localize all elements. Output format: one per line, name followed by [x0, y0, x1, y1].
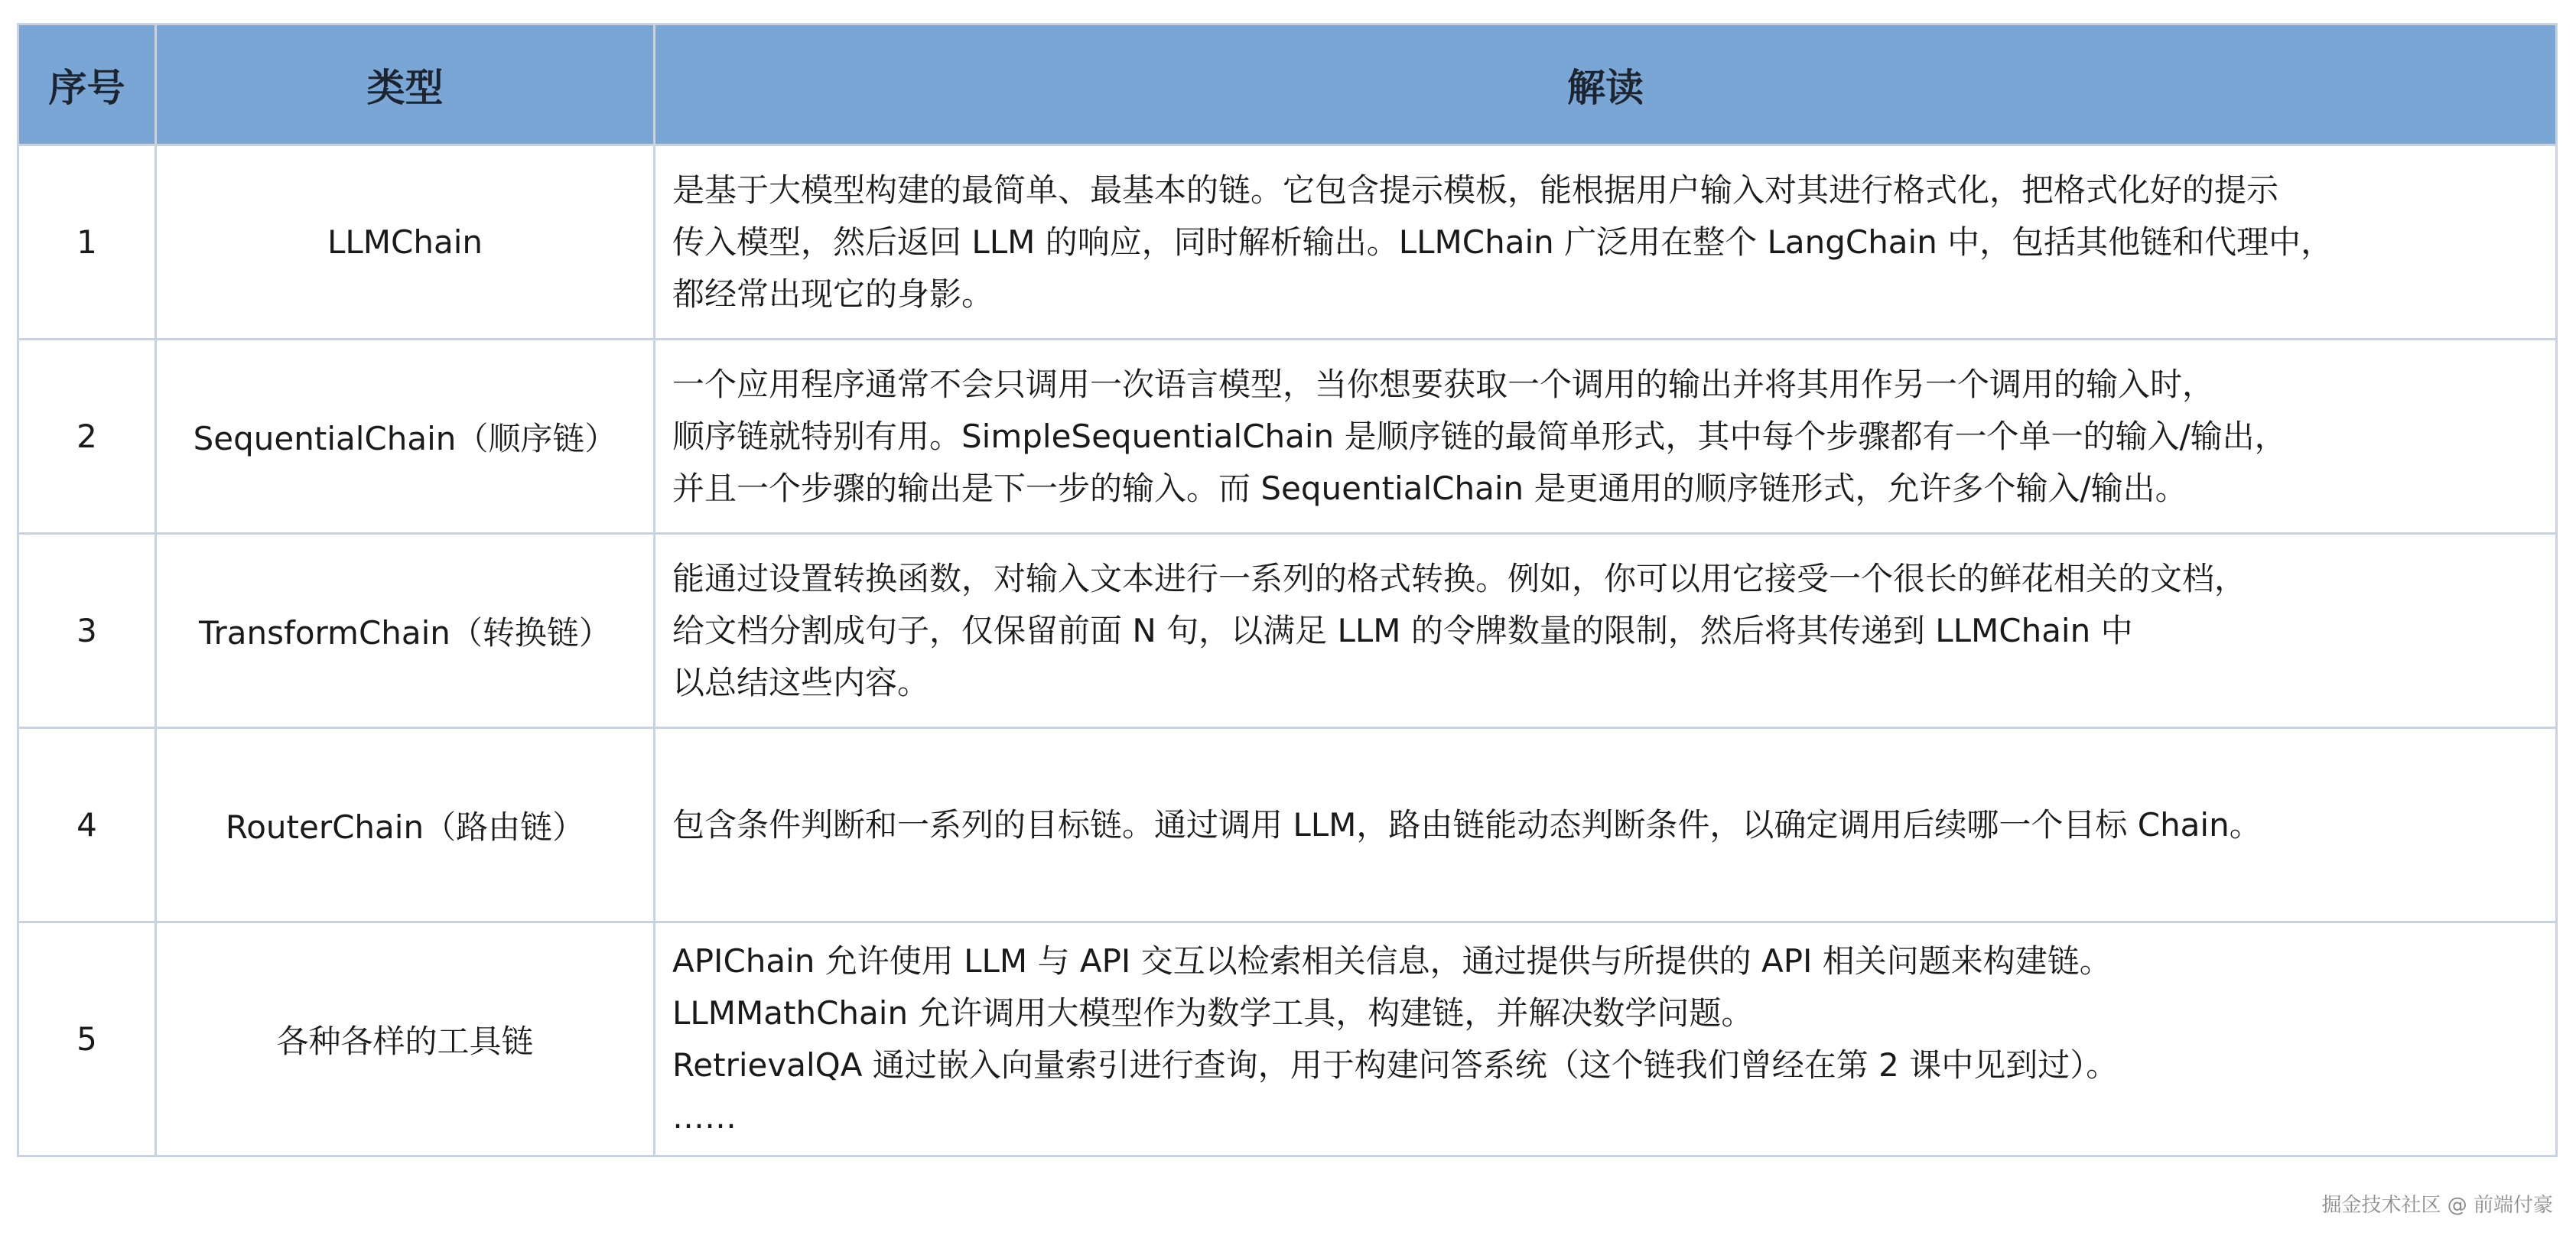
row-number: 2 — [18, 340, 156, 534]
row-description — [655, 145, 2557, 340]
description-line: …… — [672, 1098, 737, 1136]
table-row — [18, 922, 2557, 1156]
description-line: 以总结这些内容。 — [672, 663, 930, 701]
header-type: 类型 — [156, 24, 655, 145]
row-number: 4 — [18, 728, 156, 922]
table-row — [18, 534, 2557, 728]
description-line: 包含条件判断和一系列的目标链。通过调用 LLM，路由链能动态判断条件，以确定调用后续哪一个目标 Chain。 — [672, 805, 2262, 844]
description-line: RetrievalQA 通过嵌入向量索引进行查询，用于构建问答系统（这个链我们曾经在第 2 课中见到过）。 — [672, 1046, 2119, 1084]
row-number: 3 — [18, 534, 156, 728]
table-row — [18, 145, 2557, 340]
row-description — [655, 728, 2557, 922]
description-line: 是基于大模型构建的最简单、最基本的链。它包含提示模板，能根据用户输入对其进行格式化，把格式化好的提示 — [672, 171, 2279, 209]
row-number: 5 — [18, 922, 156, 1156]
description-line: 传入模型，然后返回 LLM 的响应，同时解析输出。LLMChain 广泛用在整个 LangChain 中，包括其他链和代理中， — [672, 223, 2334, 261]
chain-types-table — [17, 23, 2558, 1157]
row-description — [655, 340, 2557, 534]
row-type: RouterChain（路由链） — [156, 728, 655, 922]
watermark: 掘金技术社区 @ 前端付豪 — [2321, 1194, 2553, 1217]
table-row — [18, 728, 2557, 922]
description-line: LLMMathChain 允许调用大模型作为数学工具，构建链，并解决数学问题。 — [672, 993, 1754, 1032]
description-line: APIChain 允许使用 LLM 与 API 交互以检索相关信息，通过提供与所提供的 API 相关问题来构建链。 — [672, 941, 2112, 980]
row-description — [655, 922, 2557, 1156]
header-row — [18, 24, 2557, 145]
row-description — [655, 534, 2557, 728]
row-type: 各种各样的工具链 — [156, 922, 655, 1156]
description-line: 顺序链就特别有用。SimpleSequentialChain 是顺序链的最简单形式，其中每个步骤都有一个单一的输入/输出， — [672, 417, 2287, 455]
row-type: TransformChain（转换链） — [156, 534, 655, 728]
description-line: 一个应用程序通常不会只调用一次语言模型，当你想要获取一个调用的输出并将其用作另一个调用的输入时， — [672, 365, 2215, 403]
row-type: LLMChain — [156, 145, 655, 340]
description-line: 给文档分割成句子，仅保留前面 N 句，以满足 LLM 的令牌数量的限制，然后将其传递到 LLMChain 中 — [672, 611, 2133, 649]
description-line: 都经常出现它的身影。 — [672, 275, 994, 313]
row-number: 1 — [18, 145, 156, 340]
table-row — [18, 340, 2557, 534]
header-num: 序号 — [18, 24, 156, 145]
description-line: 并且一个步骤的输出是下一步的输入。而 SequentialChain 是更通用的顺序链形式，允许多个输入/输出。 — [672, 469, 2187, 507]
description-line: 能通过设置转换函数，对输入文本进行一系列的格式转换。例如，你可以用它接受一个很长的鲜花相关的文档， — [672, 559, 2247, 597]
header-desc: 解读 — [655, 24, 2557, 145]
row-type: SequentialChain（顺序链） — [156, 340, 655, 534]
